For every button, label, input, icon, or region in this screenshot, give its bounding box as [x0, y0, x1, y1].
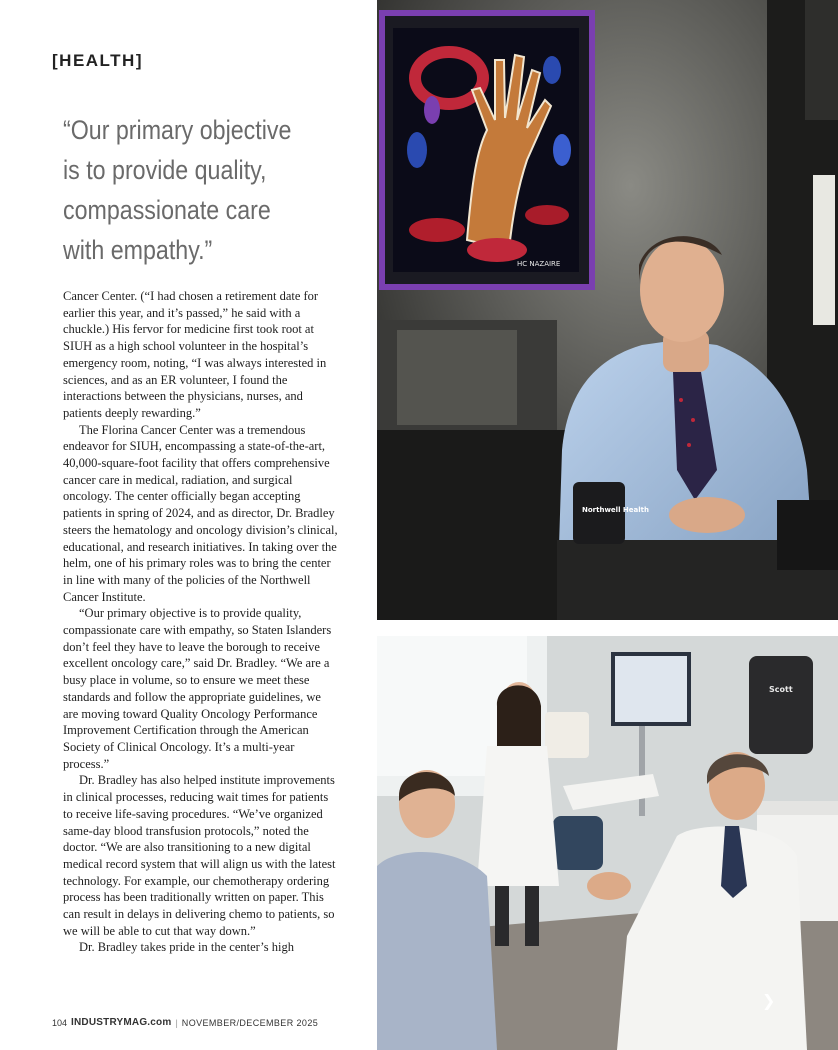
page-number: 104 — [52, 1017, 68, 1028]
photo-doctors-consultation — [377, 636, 838, 1050]
article-paragraph: Dr. Bradley takes pride in the center’s high — [79, 940, 294, 955]
article-paragraph: The Florina Cancer Center was a tremendous endeavor for SIUH, encompassing a state-of-the-art, 40,000-square-foot facility that offers comprehensive cancer care in medical, radiation, and surgical oncology. The center officially began accepting patients in spring of 2024, and as director, Dr. Bradley steers the hematology and oncology division’s clinical, educational, and research initiatives. In taking over the helm, one of his primary roles was to bring the center in line with many of the policies of the Northwell Cancer Institute. — [63, 422, 338, 604]
photo-doctors-consultation-illustration — [377, 636, 838, 1050]
article-paragraph: Cancer Center. (“I had chosen a retirement date for earlier this year, and it’s passed,” he said with a chuckle.) His fervor for medicine first took root at SIUH as a high school volunteer in the hospital’s emergency room, noting, “I was always interested in sciences, and as an ER volunteer, I found the interactions between the physicians, nurses, and patients deeply rewarding.” — [63, 289, 327, 420]
painting-signature: HC NAZAIRE — [517, 260, 561, 268]
folio-separator: | — [175, 1017, 178, 1028]
article-body — [63, 288, 339, 956]
article-paragraph: “Our primary objective is to provide quality, compassionate care with empathy, so Staten Islanders don’t feel they have to leave the borough to receive excellent oncology care,” said Dr. Bradley. “We are a busy place in volume, so to ensure we meet these standards and follow the appropriate guidelines, we are moving toward Quality Oncology Performance Improvement Certification through the American Society of Clinical Oncology. It’s a multi-year process.” — [63, 606, 332, 771]
page-folio — [52, 1017, 318, 1028]
pull-quote: “Our primary objective is to provide quality, compassionate care with empathy.” — [63, 115, 292, 265]
article-paragraph: Dr. Bradley has also helped institute improvements in clinical processes, reducing wait times for patients to receive life-saving procedures. “We’ve organized same-day blood transfusion protocols,” noted the doctor. “We are also transitioning to a new digital medical record system that will align us with the latest technology. For example, our chemotherapy ordering process has been traditionally written on paper. This can result in delays in delivering chemo to patients, so we will be able to cut that way down.” — [63, 773, 336, 938]
next-page-arrow-icon[interactable]: ❯ — [762, 991, 776, 1010]
mug-text: Northwell Health — [582, 506, 649, 514]
section-label: [HEALTH] — [52, 51, 143, 70]
magazine-brand[interactable]: INDUSTRYMAG.com — [71, 1017, 172, 1028]
photo-doctor-at-desk-illustration — [377, 0, 838, 620]
photo-doctor-at-desk — [377, 0, 838, 620]
issue-date: NOVEMBER/DECEMBER 2025 — [181, 1017, 319, 1028]
dispenser-brand: Scott — [769, 685, 793, 694]
